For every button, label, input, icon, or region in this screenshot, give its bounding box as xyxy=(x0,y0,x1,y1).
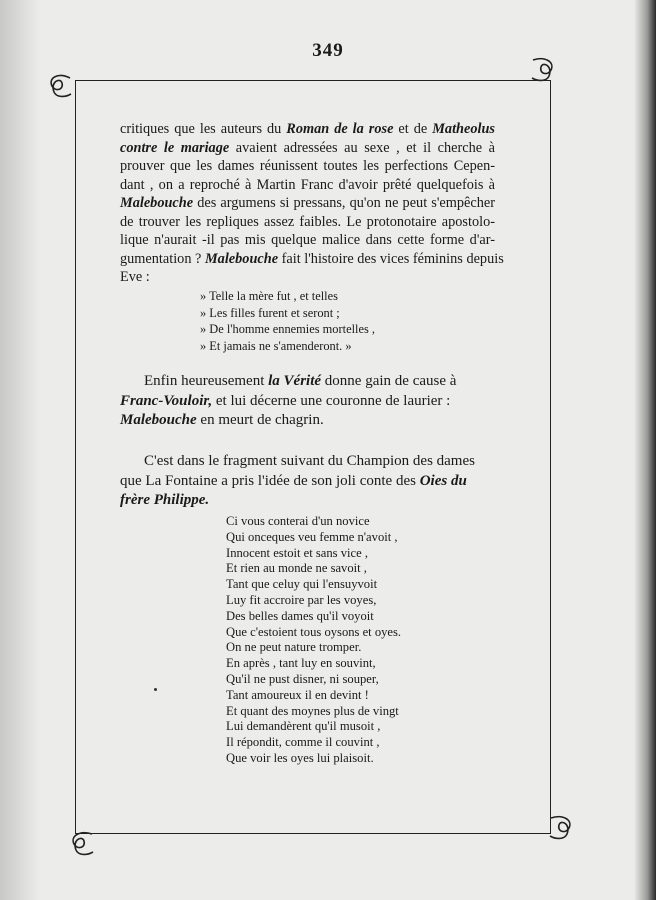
verse-line: Innocent estoit et sans vice , xyxy=(226,545,368,560)
page-edge-shadow xyxy=(634,0,656,900)
corner-ornament-icon xyxy=(66,828,96,858)
verse-line: Et rien au monde ne savoit , xyxy=(226,561,367,576)
verse-quotation xyxy=(200,288,375,354)
page-gutter-shadow xyxy=(0,0,40,900)
text-line: gumentation ? Malebouche fait l'histoire des vices féminins depuis xyxy=(120,250,504,267)
text-line: Eve : xyxy=(120,269,150,285)
verse-line: Que c'estoient tous oysons et oyes. xyxy=(226,624,402,639)
italic-title: Franc-Vouloir, xyxy=(120,392,213,409)
text-line: prouver que les dames réunissent toutes les perfections Cepen- xyxy=(120,158,495,174)
verse-line: Que voir les oyes lui plaisoit. xyxy=(226,750,374,765)
corner-ornament-icon xyxy=(529,54,559,84)
paragraph-enfin: Enfin heureusement la Vérité donne gain de cause à Franc-Vouloir, et lui décerne une couronne de laurier : Malebouche en meurt de chagrin. xyxy=(120,373,457,428)
verse-line: » Les filles furent et seront ; xyxy=(200,305,340,320)
paragraph-critiques xyxy=(120,120,504,287)
italic-title: Malebouche xyxy=(120,195,194,211)
text-line: contre le mariage avaient adressées au sexe , et il cherche à xyxy=(120,139,496,156)
verse-line: Il répondit, comme il couvint , xyxy=(226,735,380,750)
italic-title: Roman de la rose xyxy=(286,121,394,137)
italic-title: contre le mariage xyxy=(120,139,230,156)
verse-line: En après , tant luy en souvint, xyxy=(226,656,376,671)
corner-ornament-icon xyxy=(44,70,74,100)
verse-line: » Et jamais ne s'amenderont. » xyxy=(200,338,352,353)
verse-line: Ci vous conterai d'un novice xyxy=(226,514,370,528)
page-number: 349 xyxy=(312,40,344,61)
italic-title: la Vérité xyxy=(268,373,322,389)
verse-line: Des belles dames qu'il voyoit xyxy=(226,608,374,623)
verse-line: Qui onceques veu femme n'avoit , xyxy=(226,529,398,544)
text-line: Malebouche des argumens si pressans, qu'on ne peut s'empêcher xyxy=(120,195,495,211)
italic-title: Malebouche xyxy=(120,412,197,428)
verse-line: » Telle la mère fut , et telles xyxy=(200,289,338,303)
verse-line: Tant que celuy qui l'ensuyvoit xyxy=(226,577,378,592)
verse-line: Et quant des moynes plus de vingt xyxy=(226,703,399,718)
verse-line: Qu'il ne pust disner, ni souper, xyxy=(226,671,379,686)
corner-ornament-icon xyxy=(547,812,577,842)
italic-title: Matheolus xyxy=(432,121,495,137)
italic-title: Oies du frère Philippe. xyxy=(120,472,467,508)
italic-title: Malebouche xyxy=(204,250,279,267)
verse-oies-du-frere xyxy=(226,514,401,767)
verse-line: On ne peut nature tromper. xyxy=(226,640,362,655)
verse-line: Tant amoureux il en devint ! xyxy=(226,687,369,702)
paragraph-champion: C'est dans le fragment suivant du Champion des dames que La Fontaine a pris l'idée de son joli conte des Oies du frère Philippe. xyxy=(120,453,475,508)
ink-speck xyxy=(154,688,157,691)
verse-line: Luy fit accroire par les voyes, xyxy=(226,592,377,607)
verse-line: Lui demandèrent qu'il musoit , xyxy=(226,719,381,734)
text-line: de trouver les repliques assez faibles. Le protonotaire apostolo- xyxy=(120,213,495,230)
verse-line: » De l'homme ennemies mortelles , xyxy=(200,322,375,336)
text-line: dant , on a reproché à Martin Franc d'avoir prêté quelquefois à xyxy=(120,176,495,193)
text-line: critiques que les auteurs du Roman de la rose et de Matheolus xyxy=(120,121,495,137)
text-line: lique n'aurait -il pas mis quelque malice dans cette forme d'ar- xyxy=(120,232,495,248)
